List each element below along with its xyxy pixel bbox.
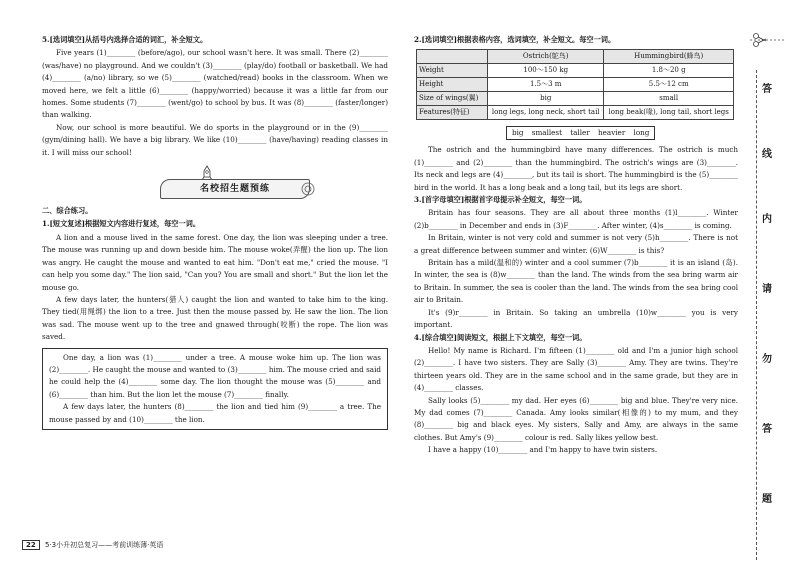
q5-text2: Now, our school is more beautiful. We do sports in the playground or in the (9)________ (gym/dining hall). We have a big library. We like (10)________ (have/having) reading classes in it. I will miss our school! <box>42 122 388 157</box>
q1-box2: A few days later, the hunters (8)________ the lion and tied him (9)________ a tree. The mouse passed by and (10)________ the lion. <box>49 402 381 424</box>
table-cell: 1.5～3 m <box>488 78 604 92</box>
scissors-icon <box>748 30 788 50</box>
q5-header: 5.[选词填空]从括号内选择合适的词汇，补全短文。 <box>42 35 208 44</box>
word-bank: big smallest taller heavier long <box>506 126 655 140</box>
table-row <box>417 106 734 120</box>
q2-header: 2.[选词填空]根据表格内容，选词填空，补全短文。每空一词。 <box>414 35 616 44</box>
q1-p1: A lion and a mouse lived in the same forest. One day, the lion was sleeping under a tree. The mouse was running up and down beside him. The mouse woke(弄醒) the lion up. The lion was angry. He caught the mouse and wanted to eat him. "Don't eat me," cried the mouse. "I can help you some day." The lion said, "Can you? You are small and short." But the lion let the mouse go. <box>42 232 388 292</box>
table-cell: Weight <box>417 64 488 78</box>
table-cell: Height <box>417 78 488 92</box>
q1-header: 1.[短文复述]根据短文内容进行复述，每空一词。 <box>42 219 201 229</box>
q4-p2: Sally looks (5)________ my dad. Her eyes (6)________ big and blue. They're very nice. My dad comes (7)________ Canada. Amy looks similar(相像的) to my mum, and they (8)________ big and black eyes. My sisters, Sally and Amy, are always in the same clothes. But Amy's (9)________ colour is red. Sally likes yellow best. <box>414 395 738 442</box>
banner-label: 名校招生题预练 <box>160 179 310 199</box>
table-header-cell: Hummingbird(蜂鸟) <box>604 50 734 64</box>
margin-char: 勿 <box>762 354 772 365</box>
q5-text: Five years (1)________ (before/ago), our school wasn't here. It was small. There (2)________ (was/have) no playground. And we couldn't (3)________ (play/do) football or basketball. We had (4)________ (a/no) library, so we (5)________ (watched/read) books in the classroom. When we moved here, we felt a little (6)________ (happy/worried) because it was a little far from our homes. Some students (7)________ (went/go) to school by bus. It was (8)________ (faster/longer) than walking. <box>42 48 388 120</box>
table-header-cell: Ostrich(鸵鸟) <box>488 50 604 64</box>
q3-p3: Britain has a mild(温和的) winter and a cool summer (7)b________ it is an island (岛). In winter, the sea is (8)w________ than the land. The winds from the sea bring warm air to Britain. In summer, the sea is cooler than the land. The winds from the sea bring cool air to Britain. <box>414 258 738 305</box>
table-cell: long beak(喙), long tail, short legs <box>604 106 734 120</box>
q3-p4: It's (9)r________ in Britain. So taking an umbrella (10)w________ you is very important. <box>414 307 738 330</box>
q3-header: 3.[首字母填空]根据首字母提示补全短文，每空一词。 <box>414 195 587 205</box>
page-number: 22 <box>22 540 40 550</box>
margin-char: 线 <box>762 149 772 160</box>
table-cell: Size of wings(翼) <box>417 92 488 106</box>
banner <box>42 165 388 203</box>
swirl-icon <box>300 181 316 197</box>
table-cell: long legs, long neck, short tail <box>488 106 604 120</box>
table-cell: small <box>604 92 734 106</box>
margin-char: 请 <box>762 284 772 295</box>
table-cell: big <box>488 92 604 106</box>
table-row <box>417 92 734 106</box>
table-cell: Features(特征) <box>417 106 488 120</box>
table-row <box>417 78 734 92</box>
right-column <box>414 34 738 457</box>
q3-p2: In Britain, winter is not very cold and summer is not very (5)h________. There is not a great difference between summer and winter. (6)W________ is this? <box>414 233 738 255</box>
q4-header: 4.[综合填空]阅读短文，根据上下文填空，每空一词。 <box>414 332 587 342</box>
q2-text: The ostrich and the hummingbird have many differences. The ostrich is much (1)________ and (2)________ than the hummingbird. The ostrich's wings are (3)________. Its neck and legs are (4)________, but its tail is short. The hummingbird is the (5)________ bird in the world. It has a long beak and a long tail, but its legs are short. <box>414 145 738 192</box>
margin-char: 题 <box>762 494 772 505</box>
q1-retell-box <box>42 348 388 430</box>
left-column <box>42 34 388 430</box>
table-row <box>417 64 734 78</box>
margin-char: 答 <box>762 84 772 95</box>
cut-line <box>756 70 757 560</box>
table-cell: 100～150 kg <box>488 64 604 78</box>
table-header-cell <box>417 50 488 64</box>
q4-p3: I have a happy (10)________ and I'm happy to have twin sisters. <box>428 445 658 455</box>
table-cell: 1.8～20 g <box>604 64 734 78</box>
margin-char: 答 <box>762 424 772 435</box>
margin-char: 内 <box>762 214 772 225</box>
table-header-row <box>417 50 734 64</box>
q3-p1: Britain has four seasons. They are all about three months (1)l________. Winter (2)b________ in December and ends in (3)F________. After winter, (4)s________ is coming. <box>414 208 738 230</box>
table-cell: 5.5～12 cm <box>604 78 734 92</box>
q1-box1: One day, a lion was (1)________ under a tree. A mouse woke him up. The lion was (2)________. He caught the mouse and wanted to (3)________ him. The mouse cried and said he could help the (4)________ some day. The lion thought the mouse was (5)________ and (6)________ than him. But the lion let the mouse (7)________ finally. <box>49 352 381 399</box>
page-footer <box>22 540 163 550</box>
q4-p1: Hello! My name is Richard. I'm fifteen (1)________ old and I'm a junior high school (2)________. I have two sisters. They are Sally (3)________ Amy. They are twins. They're thirteen years old. They are in the same school and in the same grade, but they are in (4)________ classes. <box>414 345 738 393</box>
section2-title: 二、综合练习。 <box>42 206 93 216</box>
q1-p2: A few days later, the hunters(猎人) caught the lion and wanted to take him to the king. They tied(用绳绑) the lion to a tree. Just then the mouse passed by. He saw the lion. The lion was sad. The mouse went up to the tree and gnawed through(咬断) the rope. The lion was saved. <box>42 294 388 342</box>
footer-text: 5·3小升初总复习——考前训练薄·英语 <box>44 541 164 549</box>
comparison-table <box>416 49 734 120</box>
binding-margin <box>744 30 792 560</box>
